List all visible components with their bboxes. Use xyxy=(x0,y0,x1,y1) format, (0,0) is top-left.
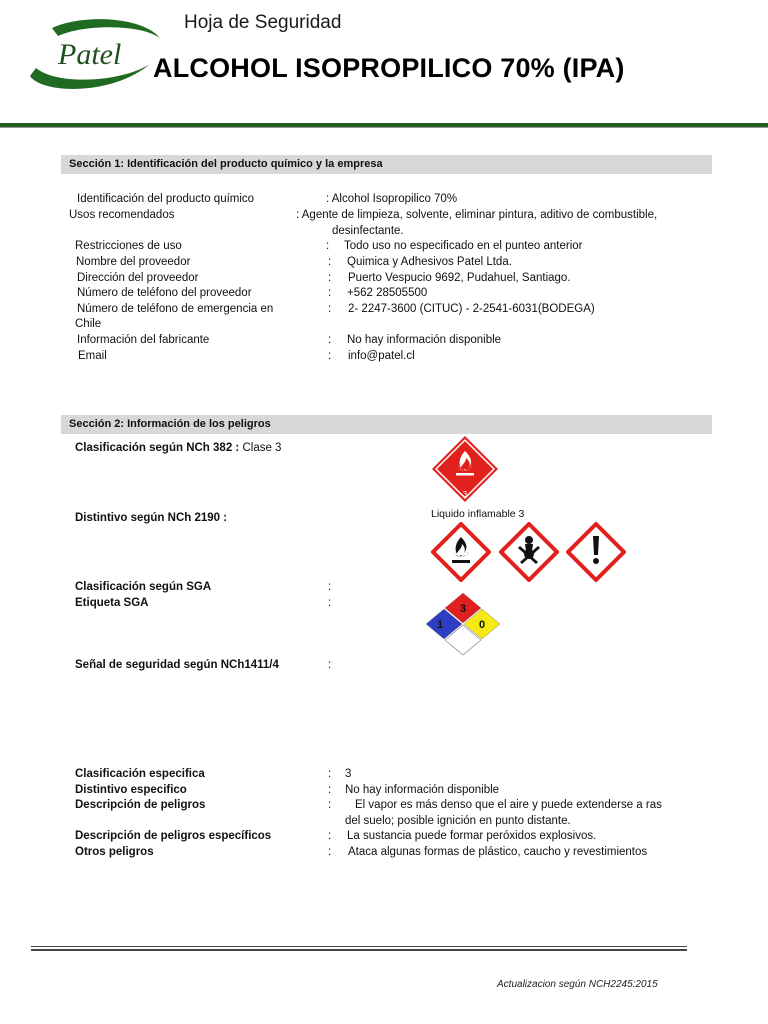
s1-label-email: Email xyxy=(78,350,107,362)
s2-label-sga-class: Clasificación según SGA xyxy=(75,581,212,593)
s1-colon: : xyxy=(328,350,332,362)
nfpa-health-value: 1 xyxy=(436,619,444,631)
s2-label-specific-hazards: Descripción de peligros específicos xyxy=(75,830,272,842)
s2-value-specific-sign: No hay información disponible xyxy=(345,784,500,796)
header-divider-thin xyxy=(0,127,768,128)
ghs-health-hazard-pictogram xyxy=(499,522,559,582)
s1-value-product-id: : Alcohol Isopropilico 70% xyxy=(326,193,458,205)
s2-value-hazard-description: El vapor es más denso que el aire y puede extenderse a ras xyxy=(355,799,662,811)
s1-value-uses: : Agente de limpieza, solvente, eliminar pintura, aditivo de combustible, xyxy=(296,209,658,221)
s2-colon: : xyxy=(328,799,332,811)
nfpa-diamond xyxy=(426,592,500,658)
document-type: Hoja de Seguridad xyxy=(184,12,342,33)
page-title: ALCOHOL ISOPROPILICO 70% (IPA) xyxy=(153,53,625,83)
ghs-flame-pictogram xyxy=(431,522,491,582)
s1-colon: : xyxy=(326,240,330,252)
s1-label-manufacturer: Información del fabricante xyxy=(77,334,210,346)
s2-label-sga-label: Etiqueta SGA xyxy=(75,597,149,609)
s2-colon: : xyxy=(328,830,332,842)
s2-value-specific-class: 3 xyxy=(345,768,352,780)
s1-value-manufacturer: No hay información disponible xyxy=(347,334,502,346)
section-2-heading: Sección 2: Información de los peligros xyxy=(61,415,712,434)
s2-colon: : xyxy=(328,581,332,593)
s1-label-supplier-name: Nombre del proveedor xyxy=(76,256,191,268)
s1-colon: : xyxy=(328,334,332,346)
s2-colon: : xyxy=(328,784,332,796)
s2-label-nch2190: Distintivo según NCh 2190 : xyxy=(75,512,228,524)
s1-colon: : xyxy=(328,303,332,315)
company-logo xyxy=(22,16,164,90)
section-1-heading: Sección 1: Identificación del producto químico y la empresa xyxy=(61,155,712,174)
exclamation-icon xyxy=(593,536,599,564)
s2-label-nch1411: Señal de seguridad según NCh1411/4 xyxy=(75,659,279,671)
s2-label-specific-sign: Distintivo especifico xyxy=(75,784,187,796)
s1-label-product-id: Identificación del producto químico xyxy=(77,193,255,205)
s2-label-nch382: Clasificación según NCh 382 : xyxy=(75,442,240,454)
s1-value-emergency-phone: 2- 2247-3600 (CITUC) - 2-2541-6031(BODEGA) xyxy=(348,303,595,315)
s2-value-specific-hazards: La sustancia puede formar peróxidos explosivos. xyxy=(347,830,597,842)
ghs-exclamation-pictogram xyxy=(566,522,626,582)
s2-colon: : xyxy=(328,597,332,609)
s1-label-emergency-phone: Número de teléfono de emergencia en xyxy=(77,303,274,315)
s2-value-other-hazards: Ataca algunas formas de plástico, caucho y revestimientos xyxy=(348,846,648,858)
s1-label-restrictions: Restricciones de uso xyxy=(75,240,182,252)
s2-colon: : xyxy=(328,846,332,858)
s2-colon: : xyxy=(328,768,332,780)
s1-value-restrictions: Todo uso no especificado en el punteo anterior xyxy=(344,240,583,252)
s1-label-uses: Usos recomendados xyxy=(69,209,175,221)
s1-colon: : xyxy=(328,272,332,284)
footer-divider xyxy=(31,946,687,947)
nfpa-flammability-value: 3 xyxy=(459,603,467,615)
transport-class-number: 3 xyxy=(462,490,468,499)
s1-value-supplier-phone: +562 28505500 xyxy=(347,287,428,299)
s2-colon: : xyxy=(328,659,332,671)
s1-label-emergency-phone-cont: Chile xyxy=(75,318,102,330)
s2-value-nch382: Clase 3 xyxy=(242,442,282,454)
logo-text: Patel xyxy=(58,38,122,71)
footer-divider-thick xyxy=(31,949,687,951)
s2-label-hazard-description: Descripción de peligros xyxy=(75,799,206,811)
s1-colon: : xyxy=(328,287,332,299)
footer-note: Actualizacion según NCH2245:2015 xyxy=(497,979,658,990)
s1-label-supplier-address: Dirección del proveedor xyxy=(77,272,199,284)
s2-value-hazard-description-cont: del suelo; posible ignición en punto distante. xyxy=(345,815,571,827)
s1-colon: : xyxy=(328,256,332,268)
s2-label-specific-class: Clasificación especifica xyxy=(75,768,205,780)
s1-value-supplier-name: Quimica y Adhesivos Patel Ltda. xyxy=(347,256,512,268)
s2-label-other-hazards: Otros peligros xyxy=(75,846,154,858)
transport-label-caption: Liquido inflamable 3 xyxy=(431,508,525,520)
s1-value-email[interactable]: info@patel.cl xyxy=(348,350,415,362)
nfpa-reactivity-value: 0 xyxy=(478,619,486,631)
s2-nch382-row xyxy=(75,441,281,456)
s1-value-uses-cont: desinfectante. xyxy=(332,225,404,237)
s1-label-supplier-phone: Número de teléfono del proveedor xyxy=(77,287,252,299)
transport-flammable-diamond xyxy=(431,435,499,503)
s1-value-supplier-address: Puerto Vespucio 9692, Pudahuel, Santiago. xyxy=(348,272,571,284)
